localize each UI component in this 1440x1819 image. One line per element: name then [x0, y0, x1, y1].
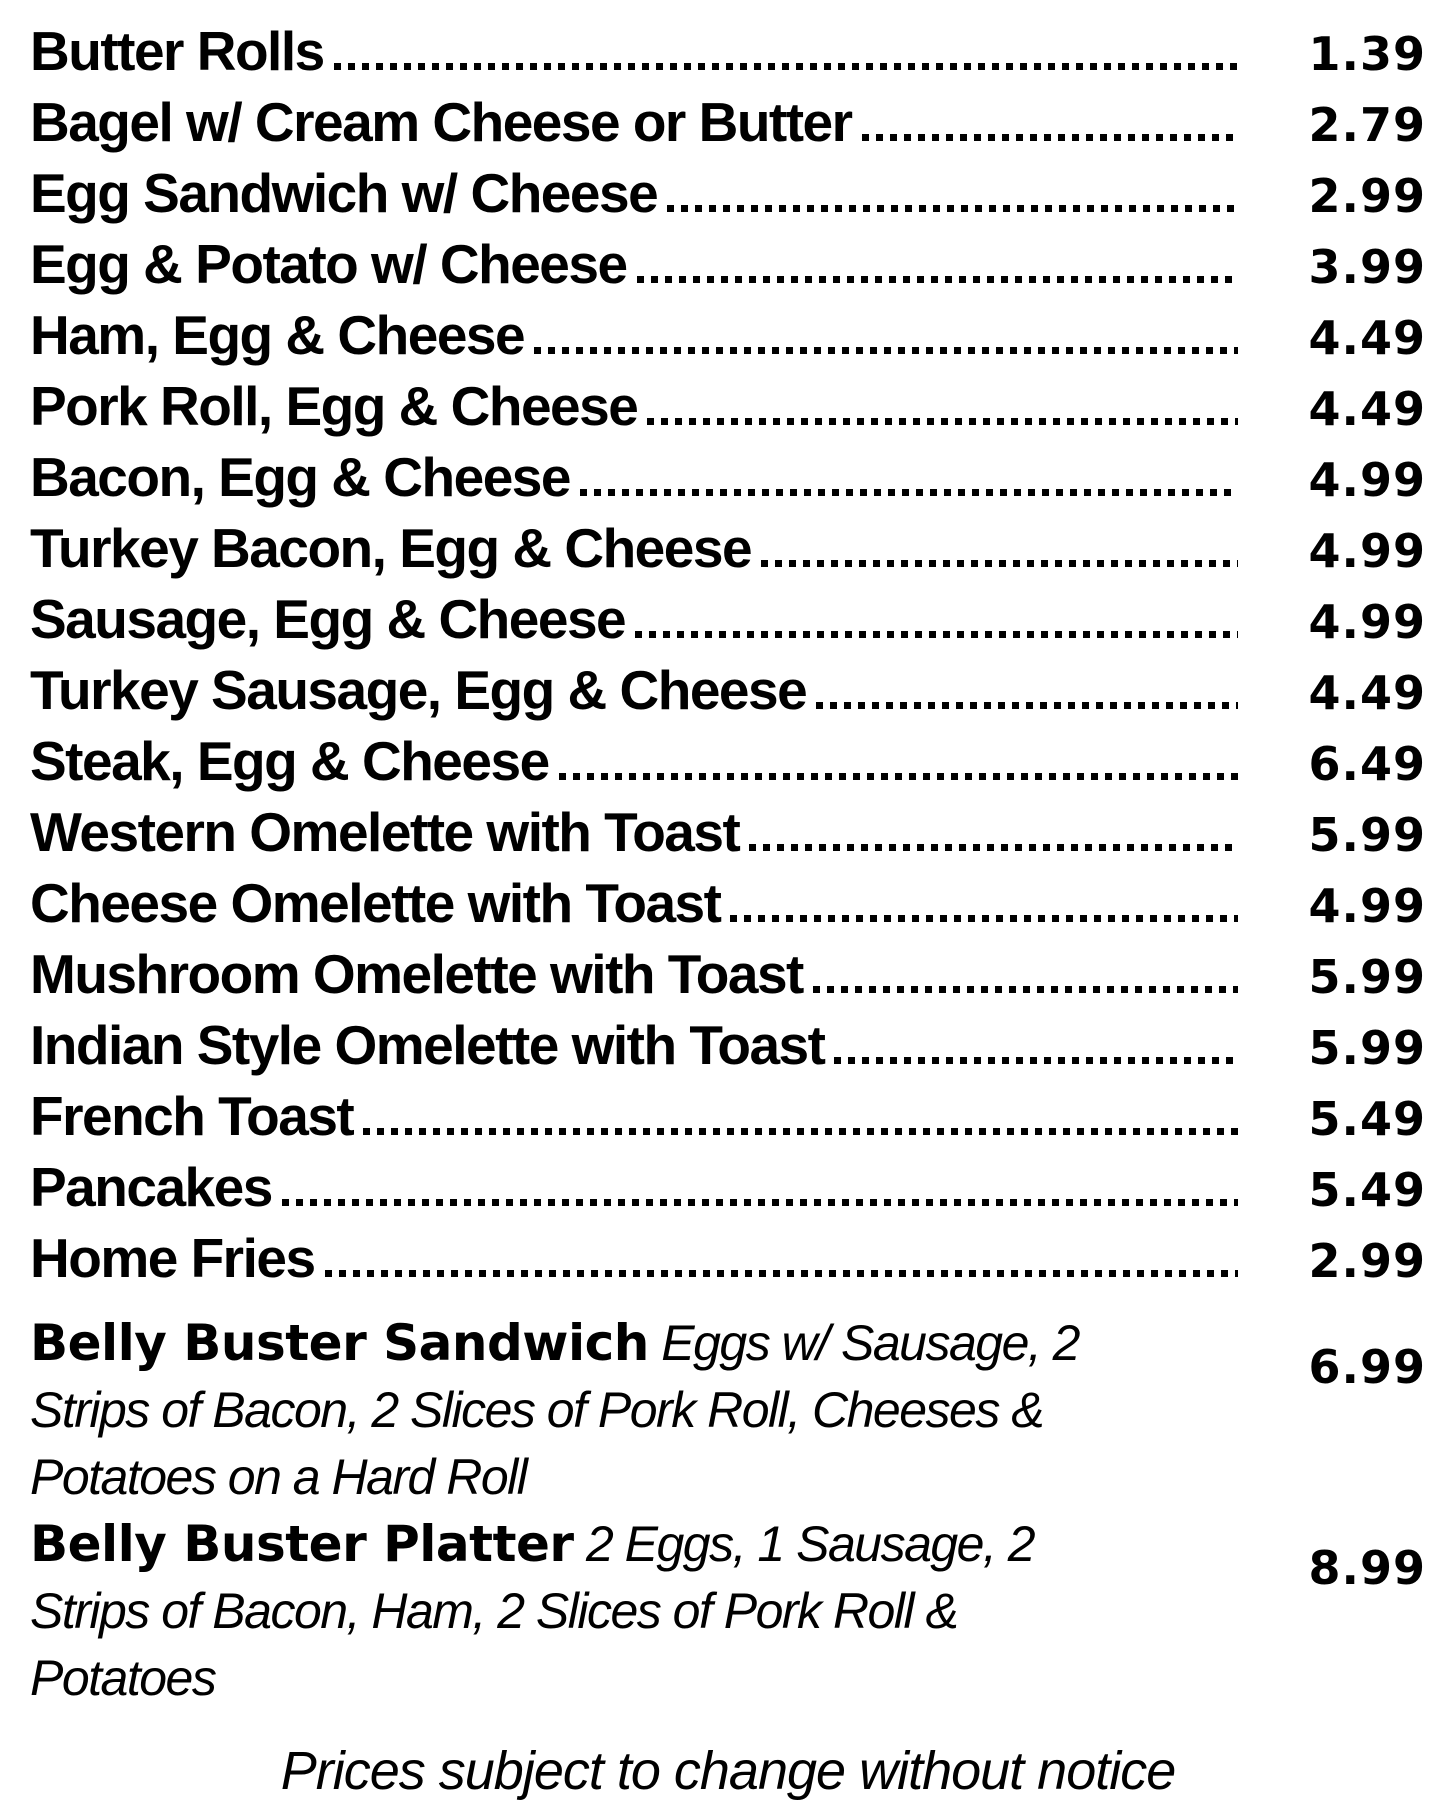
special-description: Eggs w/ Sausage, 2 Strips of Bacon, 2 Slices of Pork Roll, Cheeses & Potatoes on a Hard Roll	[30, 1315, 1079, 1505]
special-item	[30, 1511, 1426, 1712]
item-name: Pancakes	[30, 1156, 272, 1218]
dotted-leader	[325, 1270, 1238, 1277]
dotted-leader	[282, 1199, 1238, 1206]
item-price: 5.99	[1308, 950, 1426, 1004]
item-name: Butter Rolls	[30, 20, 324, 82]
menu-item-row	[30, 513, 1426, 584]
menu-item-row	[30, 939, 1426, 1010]
item-price: 2.99	[1308, 169, 1426, 223]
special-item	[30, 1310, 1426, 1511]
menu-item-row	[30, 584, 1426, 655]
dotted-leader	[363, 1128, 1238, 1135]
menu-item-row	[30, 158, 1426, 229]
item-price: 5.99	[1308, 808, 1426, 862]
footer-note: Prices subject to change without notice	[280, 1741, 1176, 1801]
item-price: 5.49	[1308, 1092, 1426, 1146]
menu-item-row	[30, 655, 1426, 726]
menu-item-row	[30, 726, 1426, 797]
item-price: 2.79	[1308, 98, 1426, 152]
menu-item-row	[30, 229, 1426, 300]
dotted-leader	[580, 489, 1238, 496]
item-name: Cheese Omelette with Toast	[30, 872, 721, 934]
item-price: 4.99	[1308, 595, 1426, 649]
dotted-leader	[862, 134, 1238, 141]
special-price: 8.99	[1308, 1541, 1426, 1595]
item-price: 4.49	[1308, 382, 1426, 436]
special-name: Belly Buster Platter	[30, 1515, 574, 1573]
item-price: 5.49	[1308, 1163, 1426, 1217]
dotted-leader	[637, 276, 1238, 283]
special-text	[30, 1511, 1105, 1712]
item-price: 1.39	[1308, 27, 1426, 81]
item-price: 3.99	[1308, 240, 1426, 294]
item-name: Bacon, Egg & Cheese	[30, 446, 570, 508]
menu-item-row	[30, 300, 1426, 371]
menu-item-row	[30, 1223, 1426, 1294]
menu-item-row	[30, 1152, 1426, 1223]
dotted-leader	[813, 986, 1238, 993]
item-price: 6.49	[1308, 737, 1426, 791]
item-name: Egg Sandwich w/ Cheese	[30, 162, 658, 224]
menu-item-row	[30, 371, 1426, 442]
dotted-leader	[816, 702, 1238, 709]
item-name: Pork Roll, Egg & Cheese	[30, 375, 638, 437]
item-price: 4.99	[1308, 879, 1426, 933]
menu-item-row	[30, 868, 1426, 939]
dotted-leader	[635, 631, 1238, 638]
dotted-leader	[667, 205, 1238, 212]
belly-buster-section	[30, 1310, 1426, 1712]
item-name: Bagel w/ Cream Cheese or Butter	[30, 91, 852, 153]
menu-item-row	[30, 1081, 1426, 1152]
menu-item-row	[30, 442, 1426, 513]
item-price: 2.99	[1308, 1234, 1426, 1288]
item-price: 4.49	[1308, 311, 1426, 365]
item-name: Steak, Egg & Cheese	[30, 730, 549, 792]
item-price: 4.99	[1308, 453, 1426, 507]
item-name: Home Fries	[30, 1227, 315, 1289]
item-price: 5.99	[1308, 1021, 1426, 1075]
menu-item-row	[30, 1010, 1426, 1081]
dotted-leader	[834, 1057, 1238, 1064]
menu-item-row	[30, 87, 1426, 158]
item-name: Western Omelette with Toast	[30, 801, 740, 863]
item-name: Sausage, Egg & Cheese	[30, 588, 626, 650]
special-text	[30, 1310, 1105, 1511]
menu-item-row	[30, 16, 1426, 87]
item-name: Ham, Egg & Cheese	[30, 304, 525, 366]
dotted-leader	[749, 844, 1238, 851]
special-name: Belly Buster Sandwich	[30, 1314, 649, 1372]
item-name: Indian Style Omelette with Toast	[30, 1014, 825, 1076]
dotted-leader	[534, 347, 1238, 354]
item-name: Mushroom Omelette with Toast	[30, 943, 803, 1005]
item-name: Turkey Sausage, Egg & Cheese	[30, 659, 807, 721]
item-price: 4.49	[1308, 666, 1426, 720]
item-name: Turkey Bacon, Egg & Cheese	[30, 517, 752, 579]
dotted-leader	[647, 418, 1238, 425]
dotted-leader	[559, 773, 1238, 780]
item-name: French Toast	[30, 1085, 354, 1147]
dotted-leader	[761, 560, 1238, 567]
item-price: 4.99	[1308, 524, 1426, 578]
dotted-leader	[730, 915, 1238, 922]
menu-item-row	[30, 797, 1426, 868]
special-description: 2 Eggs, 1 Sausage, 2 Strips of Bacon, Ham, 2 Slices of Pork Roll & Potatoes	[30, 1516, 1035, 1706]
dotted-leader	[334, 63, 1238, 70]
item-name: Egg & Potato w/ Cheese	[30, 233, 627, 295]
special-price: 6.99	[1308, 1340, 1426, 1394]
